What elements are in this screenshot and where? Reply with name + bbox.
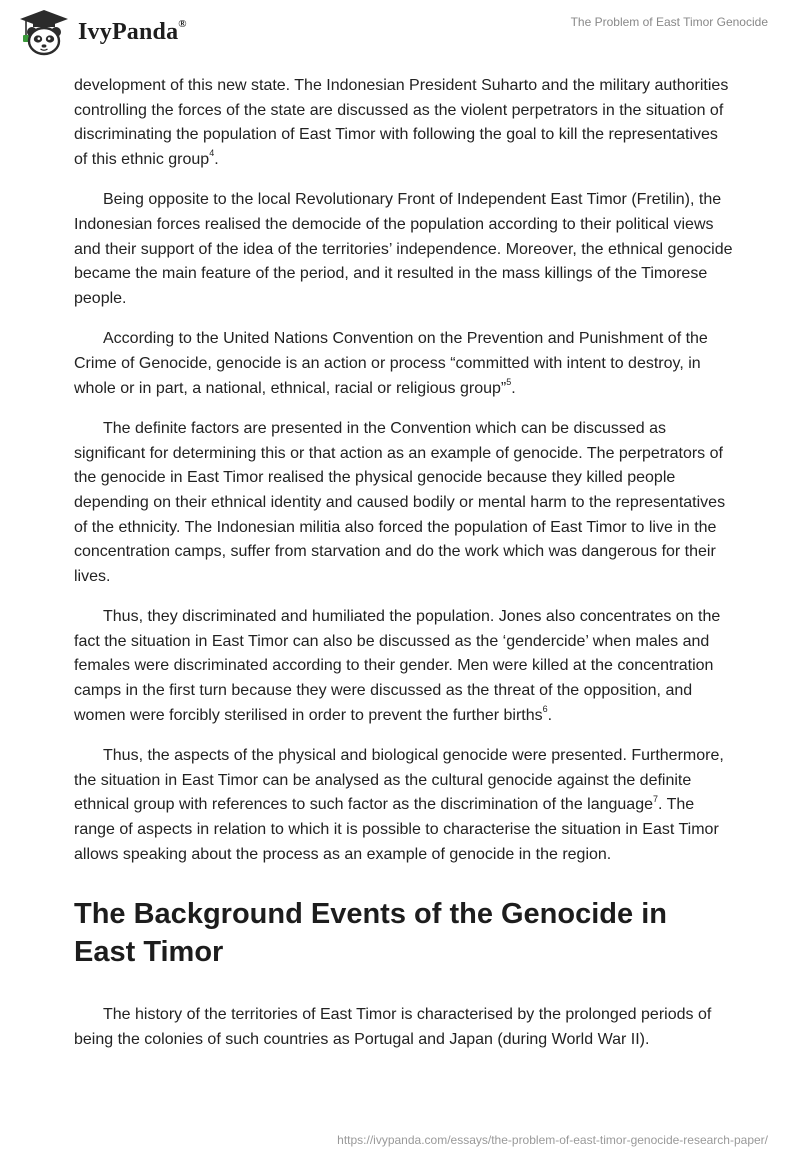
source-url[interactable]: https://ivypanda.com/essays/the-problem-of-east-timor-genocide-research-paper/	[337, 1133, 768, 1147]
footnote-ref[interactable]: 7	[653, 794, 659, 805]
paragraph: The definite factors are presented in the Convention which can be discussed as significant for determining this or that action as an example of genocide. The perpetrators of the genocide in East Timor realised the physical genocide because they killed people depending on their ethnical identity and caused bodily or mental harm to the representatives of the ethnicity. The Indonesian militia also forced the population of East Timor to live in the concentration camps, suffer from starvation and do the work which was dangerous for their lives.	[74, 420, 726, 585]
panda-graduate-icon	[16, 8, 72, 56]
paragraph: According to the United Nations Convention on the Prevention and Punishment of the Crime of Genocide, genocide is an action or process “committed with intent to destroy, in whole or in part, a national, ethnical, racial or religious group”$^5$.	[74, 330, 708, 397]
page-header	[0, 0, 800, 70]
paragraph: Thus, the aspects of the physical and biological genocide were presented. Furthermore, the situation in East Timor can be analysed as the cultural genocide against the definite ethnical group with references to such factor as the discrimination of the language$^7$. The range of aspects in relation to which it is possible to characterise the situation in East Timor allows speaking about the process as an example of genocide in the region.	[74, 747, 724, 863]
ivypanda-logo[interactable]	[16, 8, 187, 56]
paragraph: Being opposite to the local Revolutionary Front of Independent East Timor (Fretilin), the Indonesian forces realised the democide of the population according to their political views and their support of the idea of the territories’ independence. Moreover, the ethnical genocide became the main feature of the period, and it resulted in the mass killings of the Timorese people.	[74, 191, 733, 307]
footnote-ref[interactable]: 5	[506, 377, 512, 388]
document-title: The Problem of East Timor Genocide	[570, 15, 768, 29]
article-body	[74, 74, 734, 1068]
footnote-ref[interactable]: 4	[209, 148, 215, 159]
logo-wordmark: IvyPanda®	[78, 17, 187, 45]
paragraph: The history of the territories of East Timor is characterised by the prolonged periods of being the colonies of such countries as Portugal and Japan (during World War II).	[74, 1006, 712, 1048]
section-heading: The Background Events of the Genocide in East Timor	[74, 898, 667, 969]
footnote-ref[interactable]: 6	[542, 704, 548, 715]
paragraph: Thus, they discriminated and humiliated the population. Jones also concentrates on the fact the situation in East Timor can also be discussed as the ‘gendercide’ when males and females were discriminated according to their gender. Men were killed at the concentration camps in the first turn because they were discussed as the threat of the opposition, and women were forcibly sterilised in order to prevent the further births$^6$.	[74, 608, 721, 724]
paragraph-continuation: development of this new state. The Indonesian President Suharto and the military authorities controlling the forces of the state are discussed as the violent perpetrators in the situation of discriminating the population of East Timor with following the goal to kill the representatives of this ethnic group$^4$.	[74, 77, 729, 168]
